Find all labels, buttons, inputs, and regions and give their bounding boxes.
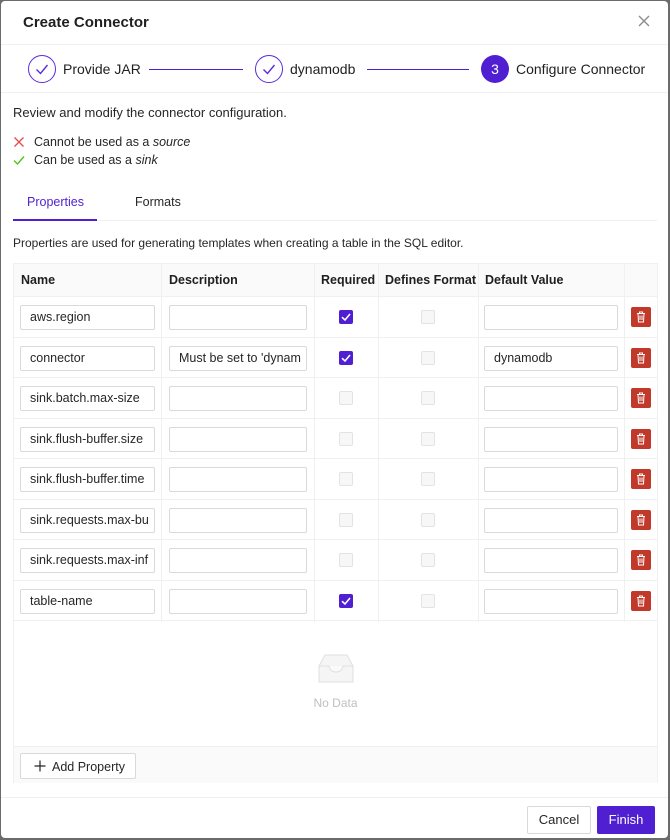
tab-formats[interactable]: Formats xyxy=(135,195,181,209)
step-3-label: Configure Connector xyxy=(516,61,646,77)
source-term: source xyxy=(152,135,191,149)
property-description-input[interactable] xyxy=(169,589,307,614)
sink-capability-text: Can be used as a xyxy=(34,153,136,167)
default-value-input[interactable] xyxy=(484,508,618,533)
trash-icon xyxy=(631,558,651,573)
table-footer xyxy=(14,746,657,783)
check-icon xyxy=(13,154,25,166)
add-property-button[interactable] xyxy=(20,753,136,779)
defines-format-checkbox[interactable] xyxy=(421,391,435,405)
defines-format-checkbox[interactable] xyxy=(421,594,435,608)
step-connector-line xyxy=(367,69,469,70)
table-row xyxy=(14,459,657,500)
table-row xyxy=(14,581,657,622)
step-1-check-icon xyxy=(28,55,56,83)
step-2-label: dynamodb xyxy=(290,61,356,77)
no-data-text: No Data xyxy=(313,696,358,710)
properties-table xyxy=(13,263,658,783)
default-value-input[interactable] xyxy=(484,589,618,614)
source-capability-text: Cannot be used as a xyxy=(34,135,153,149)
property-description-input[interactable] xyxy=(169,427,307,452)
trash-icon xyxy=(631,315,651,330)
default-value-input[interactable] xyxy=(484,305,618,330)
dialog-footer xyxy=(1,797,668,838)
defines-format-checkbox[interactable] xyxy=(421,553,435,567)
column-header-required: Required xyxy=(321,273,376,287)
trash-icon xyxy=(631,356,651,371)
plus-icon xyxy=(34,760,46,772)
table-row xyxy=(14,419,657,460)
default-value-input[interactable]: dynamodb xyxy=(484,346,618,371)
required-checkbox[interactable] xyxy=(339,594,353,608)
dialog-title: Create Connector xyxy=(23,14,149,31)
property-description-input[interactable] xyxy=(169,548,307,573)
property-name-input[interactable]: sink.requests.max-bu xyxy=(20,508,155,533)
step-1-label: Provide JAR xyxy=(63,61,141,77)
property-description-input[interactable] xyxy=(169,467,307,492)
defines-format-checkbox[interactable] xyxy=(421,513,435,527)
trash-icon xyxy=(631,477,651,492)
defines-format-checkbox[interactable] xyxy=(421,432,435,446)
empty-inbox-icon xyxy=(315,652,357,686)
delete-property-button[interactable] xyxy=(631,388,651,408)
default-value-input[interactable] xyxy=(484,427,618,452)
tab-properties[interactable]: Properties xyxy=(27,195,84,209)
required-checkbox[interactable] xyxy=(339,310,353,324)
default-value-input[interactable] xyxy=(484,467,618,492)
delete-property-button[interactable] xyxy=(631,591,651,611)
table-row xyxy=(14,540,657,581)
defines-format-checkbox[interactable] xyxy=(421,472,435,486)
delete-property-button[interactable] xyxy=(631,307,651,327)
table-row xyxy=(14,338,657,379)
required-checkbox[interactable] xyxy=(339,513,353,527)
property-name-input[interactable]: table-name xyxy=(20,589,155,614)
property-description-input[interactable]: Must be set to 'dynam xyxy=(169,346,307,371)
active-tab-indicator xyxy=(13,219,97,221)
delete-property-button[interactable] xyxy=(631,550,651,570)
finish-button[interactable]: Finish xyxy=(597,806,655,834)
trash-icon xyxy=(631,518,651,533)
cross-icon xyxy=(13,136,25,148)
defines-format-checkbox[interactable] xyxy=(421,310,435,324)
delete-property-button[interactable] xyxy=(631,469,651,489)
trash-icon xyxy=(631,396,651,411)
trash-icon xyxy=(631,599,651,614)
required-checkbox[interactable] xyxy=(339,391,353,405)
property-description-input[interactable] xyxy=(169,508,307,533)
empty-state xyxy=(14,622,657,746)
property-name-input[interactable]: sink.requests.max-inf xyxy=(20,548,155,573)
table-row xyxy=(14,378,657,419)
property-name-input[interactable]: sink.flush-buffer.time xyxy=(20,467,155,492)
tabs xyxy=(13,183,657,221)
column-header-name: Name xyxy=(21,273,56,287)
table-row xyxy=(14,500,657,541)
required-checkbox[interactable] xyxy=(339,351,353,365)
dialog-header xyxy=(1,1,668,45)
table-header xyxy=(14,264,657,297)
default-value-input[interactable] xyxy=(484,548,618,573)
delete-property-button[interactable] xyxy=(631,348,651,368)
delete-property-button[interactable] xyxy=(631,510,651,530)
property-name-input[interactable]: connector xyxy=(20,346,155,371)
required-checkbox[interactable] xyxy=(339,472,353,486)
step-3-number: 3 xyxy=(481,55,509,83)
add-property-label: Add Property xyxy=(52,760,125,774)
step-2-check-icon xyxy=(255,55,283,83)
column-header-defines-format: Defines Format xyxy=(385,273,476,287)
close-icon[interactable] xyxy=(636,13,652,29)
defines-format-checkbox[interactable] xyxy=(421,351,435,365)
property-description-input[interactable] xyxy=(169,386,307,411)
step-connector-line xyxy=(149,69,243,70)
intro-text: Review and modify the connector configuration. xyxy=(13,105,287,120)
default-value-input[interactable] xyxy=(484,386,618,411)
property-description-input[interactable] xyxy=(169,305,307,330)
properties-note: Properties are used for generating templates when creating a table in the SQL editor. xyxy=(13,236,464,250)
required-checkbox[interactable] xyxy=(339,432,353,446)
trash-icon xyxy=(631,437,651,452)
property-name-input[interactable]: sink.batch.max-size xyxy=(20,386,155,411)
create-connector-dialog xyxy=(1,1,668,838)
column-header-default-value: Default Value xyxy=(485,273,564,287)
property-name-input[interactable]: aws.region xyxy=(20,305,155,330)
cancel-button[interactable]: Cancel xyxy=(527,806,591,834)
property-name-input[interactable]: sink.flush-buffer.size xyxy=(20,427,155,452)
column-header-description: Description xyxy=(169,273,238,287)
required-checkbox[interactable] xyxy=(339,553,353,567)
delete-property-button[interactable] xyxy=(631,429,651,449)
table-row xyxy=(14,297,657,338)
steps-bar xyxy=(1,45,668,93)
sink-term: sink xyxy=(135,153,158,167)
